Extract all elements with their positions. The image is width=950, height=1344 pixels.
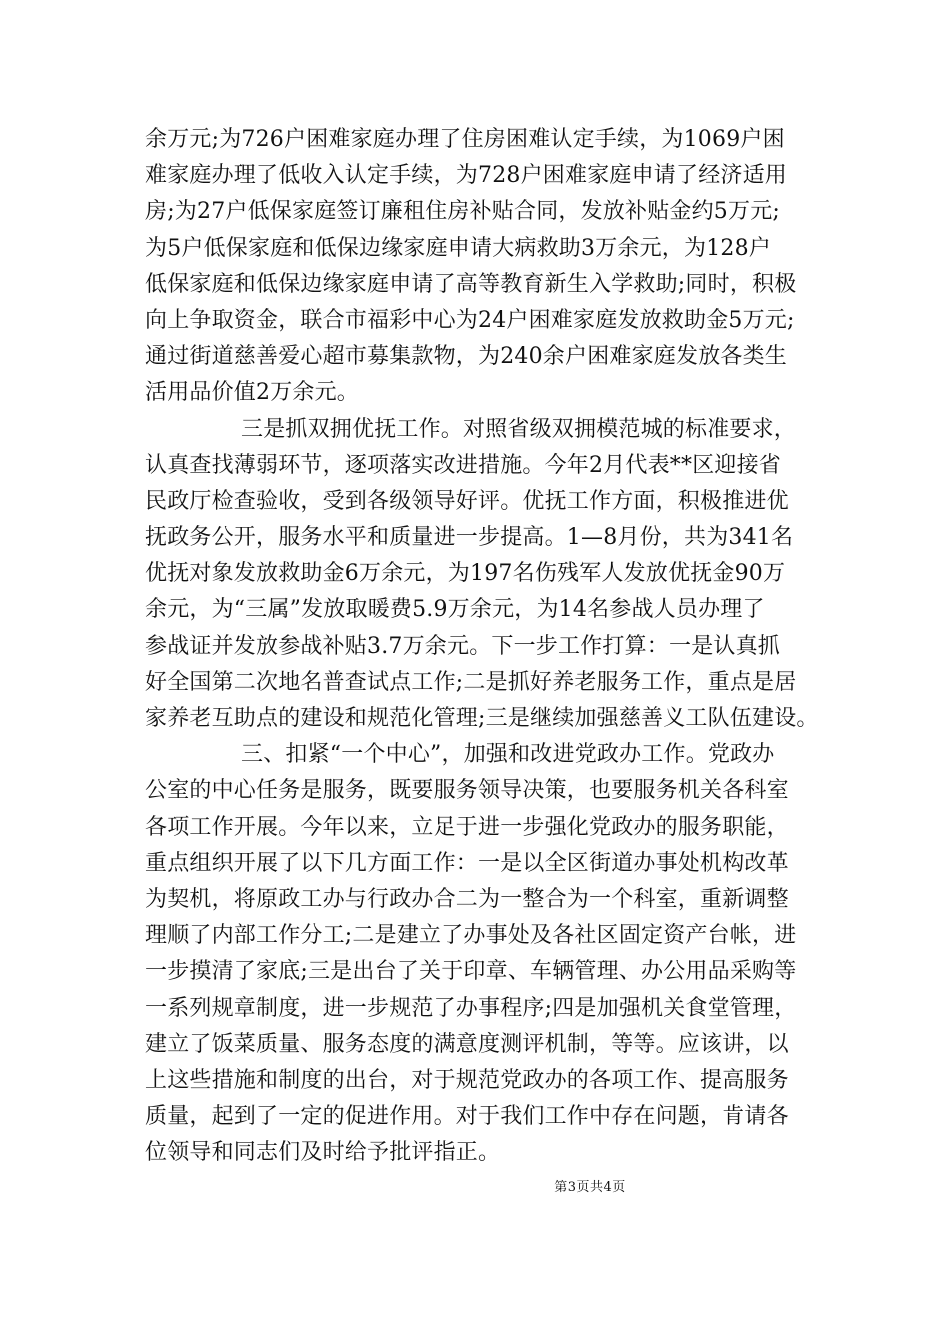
- text-line: 理顺了内部工作分工;二是建立了办事处及各社区固定资产台帐，进: [145, 923, 797, 949]
- text-line: 余元，为“三属”发放取暖费5.9万余元，为14名参战人员办理了: [145, 597, 765, 623]
- text-line: 向上争取资金，联合市福彩中心为24户困难家庭发放救助金5万元;: [145, 307, 795, 333]
- text-line: 公室的中心任务是服务，既要服务领导决策，也要服务机关各科室: [145, 778, 789, 804]
- text-line: 低保家庭和低保边缘家庭申请了高等教育新生入学救助;同时，积极: [145, 271, 797, 297]
- text-line: 认真查找薄弱环节，逐项落实改进措施。今年2月代表**区迎接省: [145, 452, 781, 478]
- text-line: 三、扣紧“一个中心”，加强和改进党政办工作。党政办: [241, 742, 775, 768]
- text-line: 房;为27户低保家庭签订廉租住房补贴合同，发放补贴金约5万元;: [145, 199, 781, 225]
- text-line: 重点组织开展了以下几方面工作：一是以全区街道办事处机构改革: [145, 850, 789, 876]
- text-line: 为契机，将原政工办与行政办合二为一整合为一个科室，重新调整: [145, 886, 789, 912]
- text-line: 位领导和同志们及时给予批评指正。: [145, 1140, 501, 1166]
- text-line: 一步摸清了家底;三是出台了关于印章、车辆管理、办公用品采购等: [145, 959, 797, 985]
- text-line: 难家庭办理了低收入认定手续，为728户困难家庭申请了经济适用: [145, 163, 787, 189]
- text-line: 质量，起到了一定的促进作用。对于我们工作中存在问题，肯请各: [145, 1104, 789, 1130]
- text-line: 抚政务公开，服务水平和质量进一步提高。1—8月份，共为341名: [145, 525, 794, 551]
- text-line: 各项工作开展。今年以来，立足于进一步强化党政办的服务职能，: [145, 814, 789, 840]
- text-line: 活用品价值2万余元。: [145, 380, 359, 406]
- text-line: 为5户低保家庭和低保边缘家庭申请大病救助3万余元，为128户: [145, 235, 771, 261]
- page-footer: 第3页共4页: [554, 1180, 626, 1195]
- text-line: 余万元;为726户困难家庭办理了住房困难认定手续，为1069户困: [145, 127, 785, 152]
- text-line: 一系列规章制度，进一步规范了办事程序;四是加强机关食堂管理，: [145, 995, 797, 1021]
- text-line: 通过街道慈善爱心超市募集款物，为240余户困难家庭发放各类生: [145, 344, 787, 370]
- body-text: [145, 122, 825, 1171]
- text-line: 优抚对象发放救助金6万余元，为197名伤残军人发放优抚金90万: [145, 561, 786, 587]
- text-line: 好全国第二次地名普查试点工作;二是抓好养老服务工作，重点是居: [145, 669, 797, 695]
- text-line: 民政厅检查验收，受到各级领导好评。优抚工作方面，积极推进优: [145, 488, 789, 514]
- text-line: 建立了饭菜质量、服务态度的满意度测评机制，等等。应该讲，以: [145, 1031, 789, 1057]
- text-line: 三是抓双拥优抚工作。对照省级双拥模范城的标准要求，: [241, 416, 797, 442]
- text-line: 上这些措施和制度的出台，对于规范党政办的各项工作、提高服务: [145, 1067, 789, 1093]
- text-line: 家养老互助点的建设和规范化管理;三是继续加强慈善义工队伍建设。: [145, 706, 819, 731]
- text-line: 参战证并发放参战补贴3.7万余元。下一步工作打算：一是认真抓: [145, 633, 780, 659]
